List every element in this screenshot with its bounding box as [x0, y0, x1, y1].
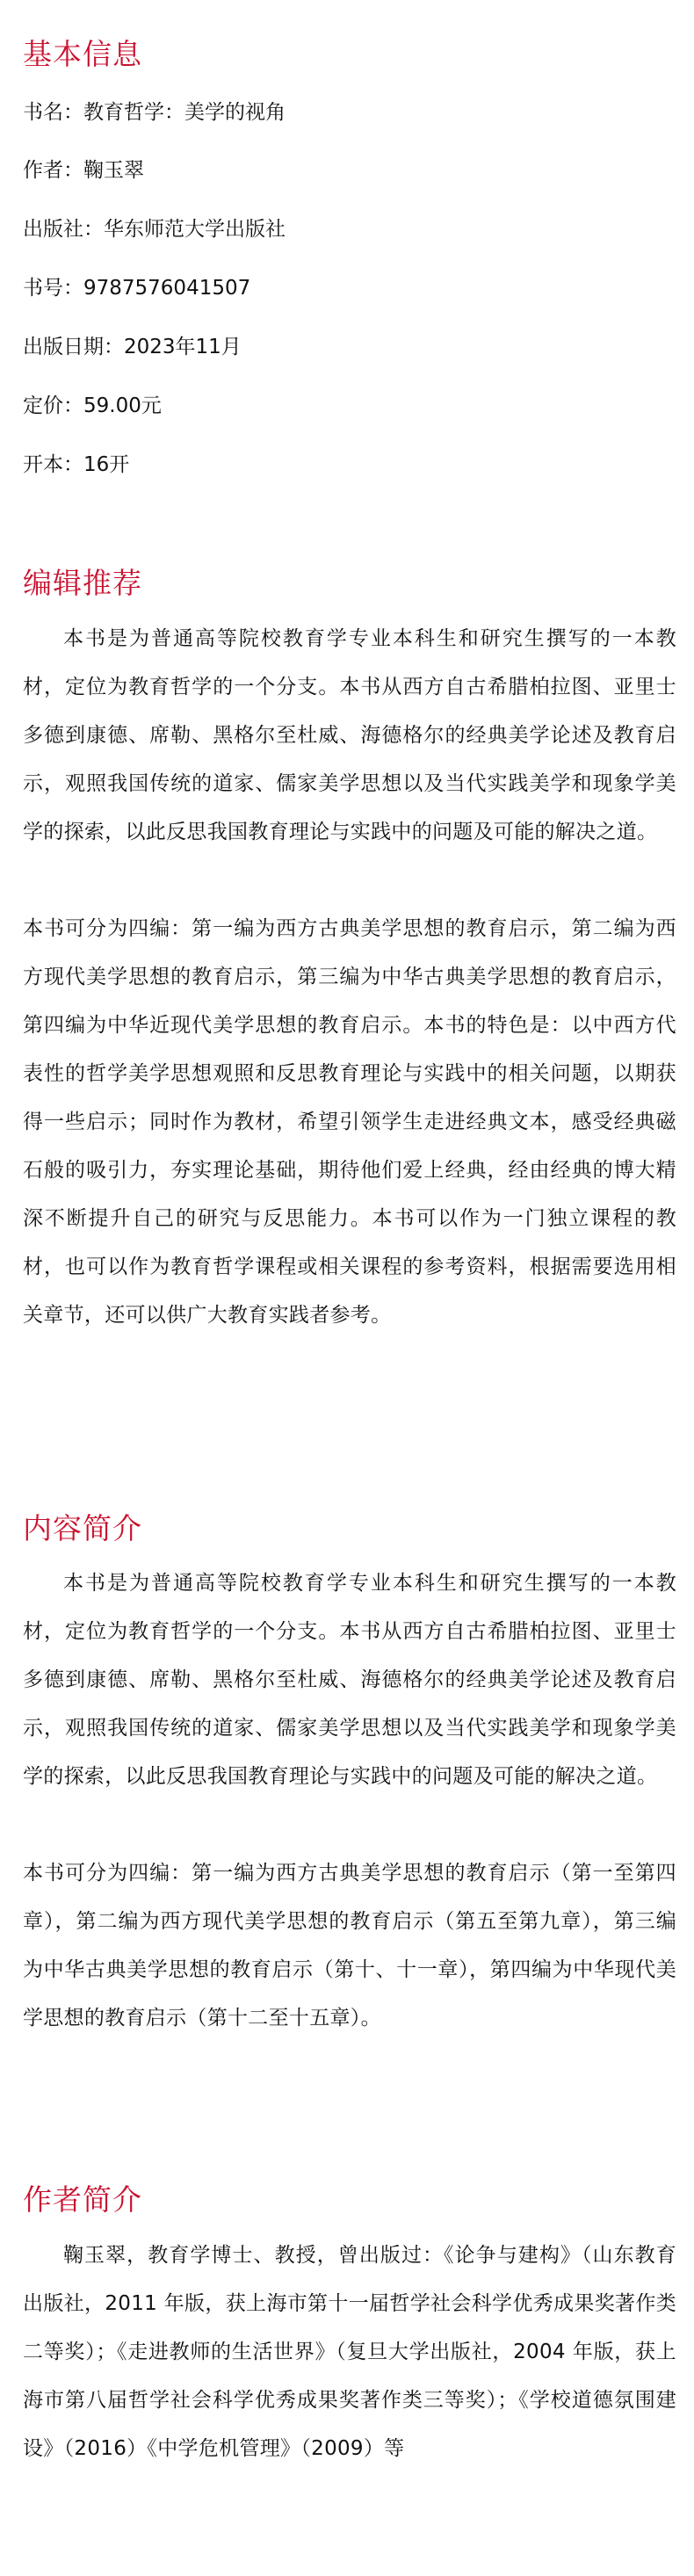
info-publish-date: 出版日期：2023年11月 — [23, 336, 242, 358]
content-summary-title: 内容简介 — [23, 1511, 142, 1545]
info-publisher: 出版社：华东师范大学出版社 — [23, 218, 286, 241]
info-isbn: 书号：9787576041507 — [23, 277, 251, 300]
info-book-title: 书名：教育哲学：美学的视角 — [23, 101, 286, 124]
info-format: 开本：16开 — [23, 453, 130, 476]
basic-info-title: 基本信息 — [23, 37, 142, 71]
content-summary-paragraph-1: 本书是为普通高等院校教育学专业本科生和研究生撰写的一本教材，定位为教育哲学的一个分支。本书从西方自古希腊柏拉图、亚里士多德到康德、席勒、黑格尔至杜威、海德格尔的经典美学论述及教育启示，观照我国传统的道家、儒家美学思想以及当代实践美学和现象学美学的探索，以此反思我国教育理论与实践中的问题及可能的解决之道。 — [23, 1572, 676, 1788]
editor-recommendation-paragraph-2: 本书可分为四编：第一编为西方古典美学思想的教育启示，第二编为西方现代美学思想的教育启示，第三编为中华古典美学思想的教育启示，第四编为中华近现代美学思想的教育启示。本书的特色是：以中西方代表性的哲学美学思想观照和反思教育理论与实践中的相关问题，以期获得一些启示；同时作为教材，希望引领学生走进经典文本，感受经典磁石般的吸引力，夯实理论基础，期待他们爱上经典，经由经典的博大精深不断提升自己的研究与反思能力。本书可以作为一门独立课程的教材，也可以作为教育哲学课程或相关课程的参考资料，根据需要选用相关章节，还可以供广大教育实践者参考。 — [23, 917, 676, 1327]
info-author: 作者：鞠玉翠 — [23, 159, 144, 182]
editor-recommendation-paragraph-1: 本书是为普通高等院校教育学专业本科生和研究生撰写的一本教材，定位为教育哲学的一个分支。本书从西方自古希腊柏拉图、亚里士多德到康德、席勒、黑格尔至杜威、海德格尔的经典美学论述及教育启示，观照我国传统的道家、儒家美学思想以及当代实践美学和现象学美学的探索，以此反思我国教育理论与实践中的问题及可能的解决之道。 — [23, 627, 676, 843]
info-price: 定价：59.00元 — [23, 394, 162, 417]
author-intro-title: 作者简介 — [23, 2182, 142, 2217]
editor-recommendation-title: 编辑推荐 — [23, 566, 142, 600]
author-intro-paragraph: 鞠玉翠，教育学博士、教授，曾出版过：《论争与建构》（山东教育出版社，2011 年版，获上海市第十一届哲学社会科学优秀成果奖著作类二等奖）；《走进教师的生活世界》（复旦大学出版社，2004 年版，获上海市第八届哲学社会科学优秀成果奖著作类三等奖）；《学校道德氛围建设》（2016）《中学危机管理》（2009）等 — [23, 2244, 676, 2460]
content-summary-paragraph-2: 本书可分为四编：第一编为西方古典美学思想的教育启示（第一至第四章），第二编为西方现代美学思想的教育启示（第五至第九章），第三编为中华古典美学思想的教育启示（第十、十一章），第四编为中华现代美学思想的教育启示（第十二至十五章）。 — [23, 1862, 676, 2030]
